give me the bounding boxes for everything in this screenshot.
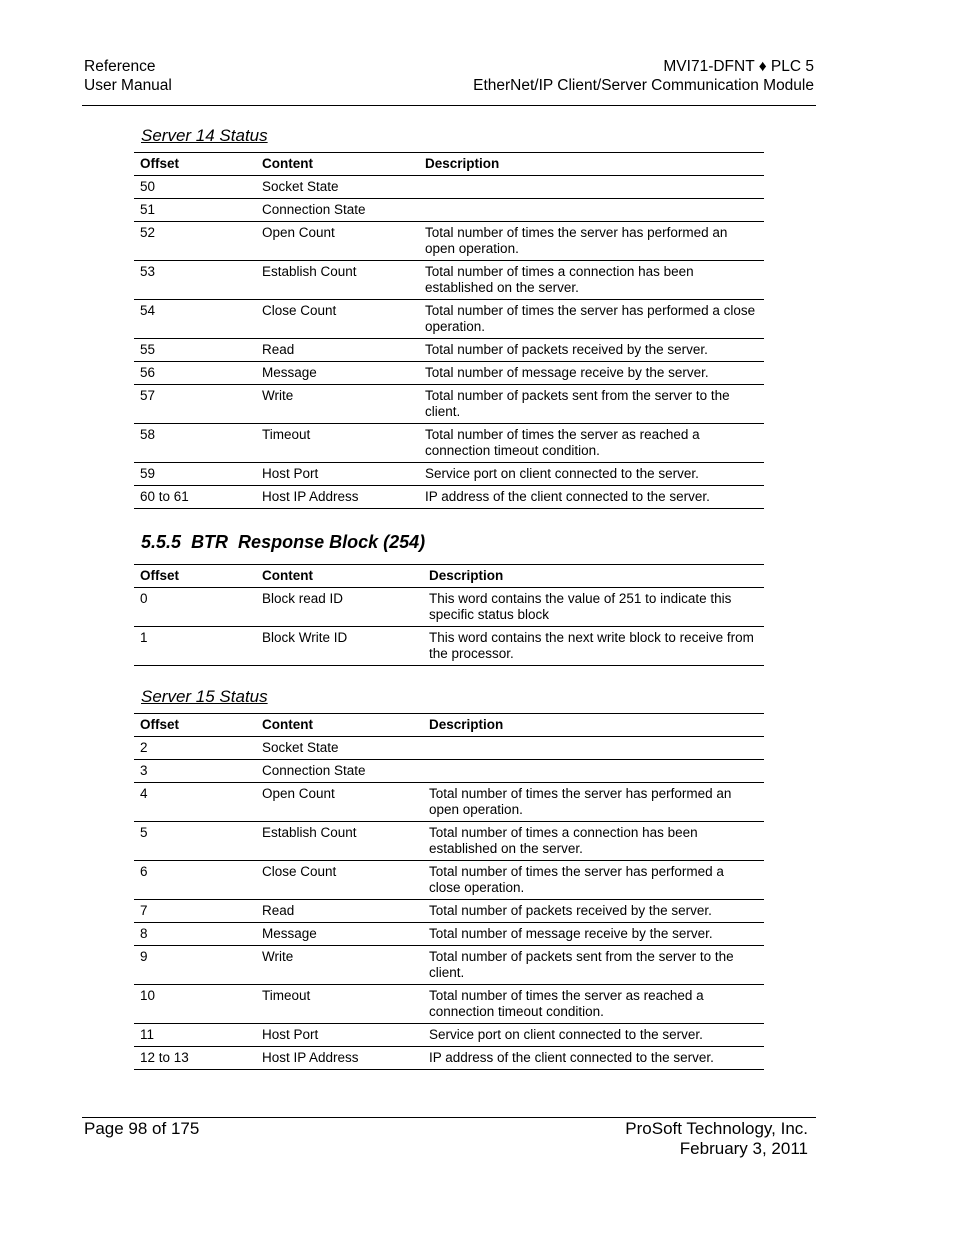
header-doc-type: User Manual: [84, 77, 172, 94]
column-header-description: Description: [423, 565, 764, 588]
section-number: 5.5.5: [141, 532, 182, 552]
cell-offset: 12 to 13: [134, 1047, 256, 1070]
cell-content: Connection State: [256, 199, 419, 222]
cell-offset: 10: [134, 985, 256, 1024]
cell-description: Service port on client connected to the server.: [419, 463, 764, 486]
cell-description: Total number of times the server has performed a close operation.: [423, 861, 764, 900]
publication-date: February 3, 2011: [679, 1139, 808, 1158]
server-15-status-table: [134, 713, 764, 1070]
cell-description: [423, 760, 764, 783]
column-header-offset: Offset: [134, 565, 256, 588]
table-row: [134, 486, 764, 509]
cell-description: Total number of times the server has performed an open operation.: [423, 783, 764, 822]
table-body: [134, 176, 764, 509]
company-name: ProSoft Technology, Inc.: [625, 1119, 808, 1138]
table-row: [134, 737, 764, 760]
table-row: [134, 588, 764, 627]
cell-description: Service port on client connected to the server.: [423, 1024, 764, 1047]
table-row: [134, 1024, 764, 1047]
section-heading: [141, 532, 425, 553]
table-row: [134, 300, 764, 339]
cell-description: Total number of times the server has performed a close operation.: [419, 300, 764, 339]
cell-content: Timeout: [256, 985, 423, 1024]
cell-description: [419, 176, 764, 199]
header-section-label: Reference: [84, 58, 156, 75]
cell-offset: 7: [134, 900, 256, 923]
cell-content: Message: [256, 923, 423, 946]
cell-content: Close Count: [256, 300, 419, 339]
cell-offset: 4: [134, 783, 256, 822]
cell-content: Message: [256, 362, 419, 385]
cell-offset: 8: [134, 923, 256, 946]
cell-offset: 11: [134, 1024, 256, 1047]
table-row: [134, 783, 764, 822]
cell-description: [423, 737, 764, 760]
table-row: [134, 923, 764, 946]
cell-description: Total number of times a connection has been established on the server.: [423, 822, 764, 861]
cell-content: Host Port: [256, 1024, 423, 1047]
cell-offset: 0: [134, 588, 256, 627]
cell-description: Total number of packets sent from the server to the client.: [423, 946, 764, 985]
cell-content: Host IP Address: [256, 486, 419, 509]
table-caption-server-15: Server 15 Status: [141, 687, 268, 706]
table-row: [134, 339, 764, 362]
cell-description: Total number of times the server has performed an open operation.: [419, 222, 764, 261]
cell-description: Total number of times the server as reached a connection timeout condition.: [423, 985, 764, 1024]
cell-offset: 5: [134, 822, 256, 861]
cell-content: Socket State: [256, 176, 419, 199]
table-row: [134, 463, 764, 486]
cell-description: Total number of packets sent from the server to the client.: [419, 385, 764, 424]
cell-offset: 57: [134, 385, 256, 424]
table-row: [134, 261, 764, 300]
cell-content: Establish Count: [256, 261, 419, 300]
column-header-description: Description: [423, 714, 764, 737]
cell-description: Total number of packets received by the server.: [423, 900, 764, 923]
table-row: [134, 627, 764, 666]
cell-offset: 6: [134, 861, 256, 900]
cell-offset: 54: [134, 300, 256, 339]
footer-right: [625, 1119, 808, 1159]
cell-offset: 3: [134, 760, 256, 783]
cell-content: Establish Count: [256, 822, 423, 861]
cell-offset: 52: [134, 222, 256, 261]
cell-content: Socket State: [256, 737, 423, 760]
server-14-status-table: [134, 152, 764, 509]
header-left: [84, 57, 172, 95]
header-right: [473, 57, 814, 95]
cell-content: Read: [256, 900, 423, 923]
cell-offset: 9: [134, 946, 256, 985]
cell-description: [419, 199, 764, 222]
table-caption-server-14: Server 14 Status: [141, 126, 268, 145]
cell-content: Block Write ID: [256, 627, 423, 666]
column-header-content: Content: [256, 153, 419, 176]
cell-content: Block read ID: [256, 588, 423, 627]
table-row: [134, 1047, 764, 1070]
table-row: [134, 424, 764, 463]
cell-description: IP address of the client connected to the server.: [419, 486, 764, 509]
cell-content: Host IP Address: [256, 1047, 423, 1070]
cell-description: Total number of times the server as reached a connection timeout condition.: [419, 424, 764, 463]
cell-content: Close Count: [256, 861, 423, 900]
column-header-content: Content: [256, 565, 423, 588]
cell-content: Write: [256, 946, 423, 985]
header-product: MVI71-DFNT ♦ PLC 5: [663, 58, 814, 75]
cell-offset: 1: [134, 627, 256, 666]
cell-offset: 58: [134, 424, 256, 463]
column-header-offset: Offset: [134, 714, 256, 737]
btr-response-block-table: [134, 564, 764, 666]
cell-description: IP address of the client connected to the server.: [423, 1047, 764, 1070]
cell-description: This word contains the next write block to receive from the processor.: [423, 627, 764, 666]
cell-offset: 50: [134, 176, 256, 199]
table-header-row: [134, 153, 764, 176]
cell-description: This word contains the value of 251 to indicate this specific status block: [423, 588, 764, 627]
cell-offset: 2: [134, 737, 256, 760]
cell-description: Total number of message receive by the server.: [423, 923, 764, 946]
table-header-row: [134, 565, 764, 588]
table-row: [134, 985, 764, 1024]
cell-description: Total number of packets received by the server.: [419, 339, 764, 362]
cell-content: Read: [256, 339, 419, 362]
header-product-description: EtherNet/IP Client/Server Communication Module: [473, 77, 814, 94]
table-row: [134, 385, 764, 424]
table-header-row: [134, 714, 764, 737]
cell-offset: 51: [134, 199, 256, 222]
table-body: [134, 588, 764, 666]
cell-offset: 55: [134, 339, 256, 362]
cell-content: Timeout: [256, 424, 419, 463]
column-header-content: Content: [256, 714, 423, 737]
cell-offset: 59: [134, 463, 256, 486]
cell-offset: 53: [134, 261, 256, 300]
cell-offset: 60 to 61: [134, 486, 256, 509]
table-row: [134, 822, 764, 861]
table-row: [134, 760, 764, 783]
table-body: [134, 737, 764, 1070]
cell-description: Total number of times a connection has been established on the server.: [419, 261, 764, 300]
cell-description: Total number of message receive by the server.: [419, 362, 764, 385]
column-header-offset: Offset: [134, 153, 256, 176]
table-row: [134, 946, 764, 985]
column-header-description: Description: [419, 153, 764, 176]
cell-offset: 56: [134, 362, 256, 385]
table-row: [134, 176, 764, 199]
cell-content: Write: [256, 385, 419, 424]
page-number: Page 98 of 175: [84, 1119, 200, 1138]
table-row: [134, 362, 764, 385]
cell-content: Open Count: [256, 783, 423, 822]
table-row: [134, 900, 764, 923]
table-row: [134, 199, 764, 222]
table-row: [134, 861, 764, 900]
footer-divider: [82, 1117, 816, 1118]
cell-content: Open Count: [256, 222, 419, 261]
table-row: [134, 222, 764, 261]
cell-content: Host Port: [256, 463, 419, 486]
section-title: BTR Response Block (254): [191, 532, 426, 552]
cell-content: Connection State: [256, 760, 423, 783]
header-divider: [82, 105, 816, 106]
